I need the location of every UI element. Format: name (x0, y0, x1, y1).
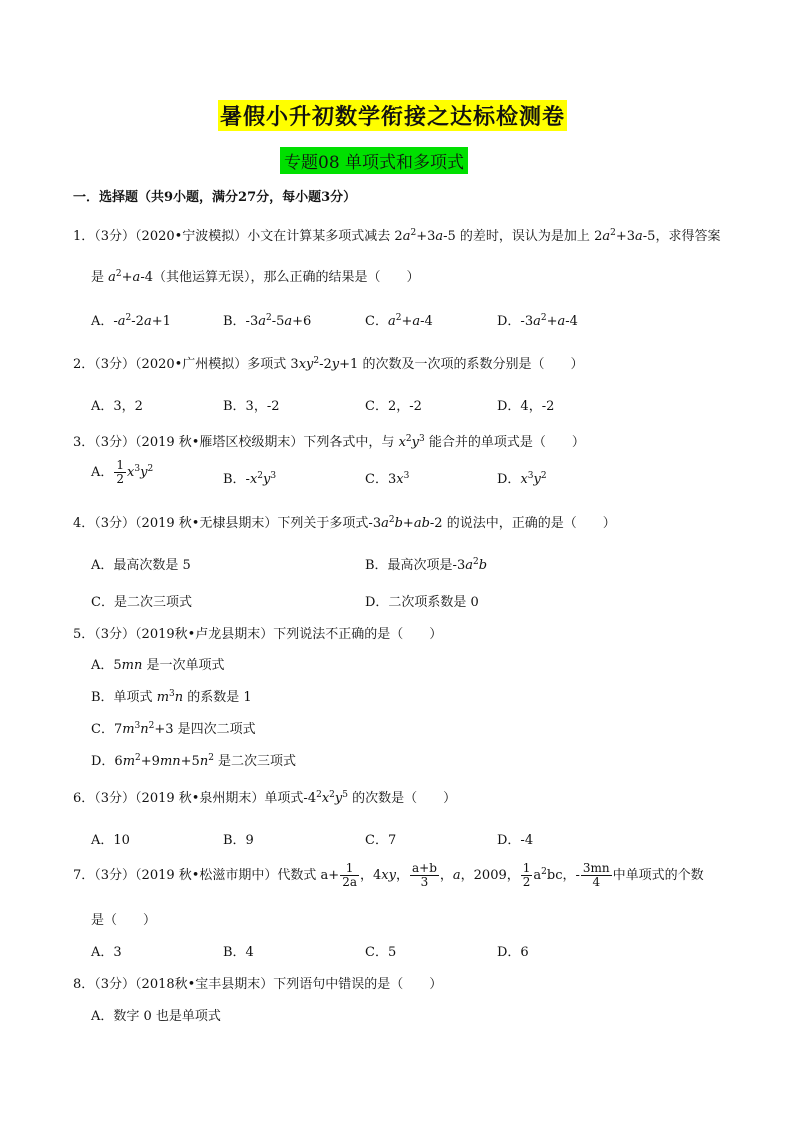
q6-option-a[interactable]: A．10 (91, 833, 130, 848)
question-8: 8．（3分）（2018秋•宝丰县期末）下列语句中错误的是（ ） (73, 977, 443, 992)
q5-option-d[interactable]: D．$6m^2+9mn+5n^2$ 是二次三项式 (91, 753, 297, 769)
q2-option-c[interactable]: C．2，-2 (365, 399, 422, 414)
q3-option-d[interactable]: D．$x^3y^2$ (497, 471, 547, 487)
section-heading: 一．选择题（共9小题，满分27分，每小题3分） (73, 190, 357, 205)
q3-option-b[interactable]: B．$-x^2y^3$ (223, 471, 277, 487)
q2-option-d[interactable]: D．4，-2 (497, 399, 555, 414)
q4-option-a[interactable]: A．最高次数是 5 (91, 558, 191, 573)
q1-option-c[interactable]: C．$a^2+a-4$ (365, 313, 433, 329)
q1-option-d[interactable]: D．$-3a^2+a-4$ (497, 313, 578, 329)
q2-option-a[interactable]: A．3，2 (91, 399, 143, 414)
question-5: 5．（3分）（2019秋•卢龙县期末）下列说法不正确的是（ ） (73, 627, 443, 642)
question-1-line-1: 1．（3分）（2020•宁波模拟）小文在计算某多项式减去 $2a^2+3a-5$ 的差时，误认为是加上 $2a^2+3a-5$，求得答案 (73, 228, 721, 244)
page-title: 暑假小升初数学衔接之达标检测卷 (218, 100, 567, 131)
q4-option-b[interactable]: B．最高次项是$-3a^2b$ (365, 557, 488, 573)
q3-option-c[interactable]: C．$3x^3$ (365, 471, 410, 487)
question-7-line-2: 是（ ） (91, 913, 157, 928)
question-3: 3．（3分）（2019 秋•雁塔区校级期末）下列各式中，与 $x^2y^3$ 能合并的单项式是（ ） (73, 434, 585, 450)
page-subtitle: 专题08 单项式和多项式 (280, 147, 468, 174)
q5-option-c[interactable]: C．$7m^3n^2+3$ 是四次二项式 (91, 721, 256, 737)
q6-option-b[interactable]: B．9 (223, 833, 254, 848)
q4-option-c[interactable]: C．是二次三项式 (91, 595, 192, 610)
question-7-line-1: 7．（3分）（2019 秋•松滋市期中）代数式 a+ $\frac{1}{2a}$ ，4xy， $\frac{a+b}{3}$ ，a，2009， $\frac{1}{2}$ $a^2bc$，- $\frac{3mn}{4}$ 中单项式的个数 (73, 861, 704, 889)
q1-option-b[interactable]: B．$-3a^2-5a+6$ (223, 313, 312, 329)
q5-option-b[interactable]: B．单项式 $m^3n$ 的系数是 1 (91, 689, 252, 705)
question-2: 2．（3分）（2020•广州模拟）多项式 $3xy^2-2y+1$ 的次数及一次项的系数分别是（ ） (73, 356, 584, 372)
q1-option-a[interactable]: A．$-a^2-2a+1$ (91, 313, 171, 329)
q7-option-c[interactable]: C．5 (365, 945, 397, 960)
question-1-line-2: 是 $a^2+a-4$（其他运算无误），那么正确的结果是（ ） (91, 269, 420, 285)
q5-option-a[interactable]: A．5mn 是一次单项式 (91, 658, 225, 673)
question-6: 6．（3分）（2019 秋•泉州期末）单项式$-4^2x^2y^5$ 的次数是（ ） (73, 790, 457, 806)
q8-option-a[interactable]: A．数字 0 也是单项式 (91, 1009, 221, 1024)
q6-option-c[interactable]: C．7 (365, 833, 397, 848)
q4-option-d[interactable]: D．二次项系数是 0 (365, 595, 479, 610)
q3-option-a[interactable]: A． $\frac{1}{2}$ $x^3y^2$ (91, 458, 154, 486)
q6-option-d[interactable]: D．-4 (497, 833, 534, 848)
q7-option-d[interactable]: D．6 (497, 945, 529, 960)
q7-option-a[interactable]: A．3 (91, 945, 122, 960)
q2-option-b[interactable]: B．3，-2 (223, 399, 280, 414)
question-4: 4．（3分）（2019 秋•无棣县期末）下列关于多项式$-3a^2b+ab-2$ 的说法中，正确的是（ ） (73, 515, 616, 531)
q7-option-b[interactable]: B．4 (223, 945, 254, 960)
